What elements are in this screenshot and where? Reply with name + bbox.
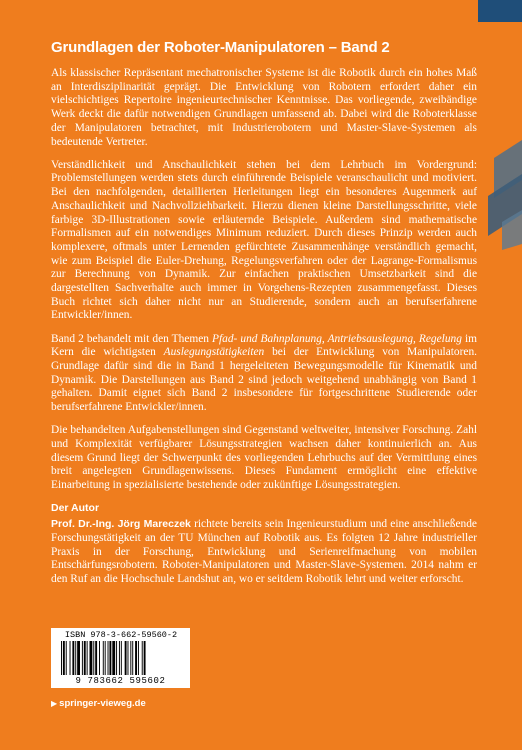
barcode-bar <box>61 641 62 675</box>
barcode-bar <box>99 641 100 675</box>
barcode-bar <box>77 641 80 675</box>
barcode-bar <box>132 641 133 675</box>
barcode-bar <box>63 641 65 675</box>
barcode-bar <box>112 641 115 675</box>
author-name: Prof. Dr.-Ing. Jörg Mareczek <box>51 518 191 531</box>
barcode-bar <box>135 641 137 675</box>
barcode-bar <box>116 641 117 675</box>
barcode-bar <box>130 641 131 675</box>
back-cover-text <box>51 67 477 596</box>
barcode-bar <box>144 641 146 675</box>
band2-text-1: Band 2 behandelt mit den Themen <box>51 332 213 345</box>
band2-text-3: bei der Entwicklung von Manipulatoren. Grundlage dafür sind die in Band 1 hergeleiteten Bewegungsmodelle für Kinematik und Dynamik. Die Darstellungen aus Band 2 sind jedoch weitgehend unabhängig von Band 1 gehalten. Damit eignet sich Band 2 insbesondere für fortgeschrittene Studierende oder berufserfahrene Entwickler/innen. <box>51 346 478 414</box>
band2-activities: Auslegungstätigkeiten <box>163 346 265 359</box>
barcode-bar <box>93 641 94 675</box>
barcode-digits: 9 783662 595602 <box>75 676 166 686</box>
arrow-icon: ▶ <box>51 699 58 708</box>
barcode-bar <box>103 641 104 675</box>
barcode-bars <box>59 641 183 675</box>
author-heading: Der Autor <box>51 502 100 515</box>
band2-topics: Pfad- und Bahnplanung, Antriebsauslegung, Regelung <box>212 332 462 345</box>
barcode-bar <box>90 641 93 675</box>
barcode-bar <box>121 641 122 675</box>
barcode-bar <box>105 641 106 675</box>
band2-text-2: im Kern die wichtigsten <box>51 332 478 359</box>
barcode-bar <box>138 641 139 675</box>
barcode-bar <box>142 641 143 675</box>
barcode-bar <box>125 641 127 675</box>
blue-tab <box>478 0 522 22</box>
book-title: Grundlagen der Roboter-Manipulatoren – Band 2 <box>51 39 390 56</box>
side-band <box>478 0 522 750</box>
barcode-bar <box>82 641 83 675</box>
barcode-bar <box>95 641 97 675</box>
barcode-bar <box>87 641 88 675</box>
barcode-box <box>51 628 190 688</box>
barcode-bar <box>108 641 109 675</box>
barcode-bar <box>128 641 129 675</box>
side-decoration <box>478 140 522 250</box>
isbn-label: ISBN 978-3-662-59560-2 <box>64 630 178 640</box>
paragraph-band2 <box>51 333 477 415</box>
barcode-bar <box>70 641 71 675</box>
barcode-bar <box>75 641 76 675</box>
paragraph-didactics: Verständlichkeit und Anschaulichkeit stehen bei dem Lehrbuch im Vordergrund: Problemstellungen werden stets durch einführende Beispiele veranschaulicht und motiviert. Bei den nachfolgenden, detaillierten Herleitungen liegt ein besonderes Augenmerk auf Anschaulichkeit und Nachvollziehbarkeit. Hierzu dienen kleine Darstellungsschritte, viele farbige 3D-Illustrationen sowie erläuternde Beispiele. Außerdem sind mathematische Formalismen auf ein notwendiges Minimum reduziert. Durch dieses Prinzip werden auch komplexere, oftmals unter Lernenden gefürchtete Zusammenhänge verständlich gemacht, wie zum Beispiel die Euler-Drehung, Regelungsverfahren oder der Lagrange-Formalismus zur Berechnung von Dynamik. Zur einfachen praktischen Umsetzbarkeit sind die dargestellten Sachverhalte auch immer in Vorgehens-Rezepten zusammengefasst. Dieses Buch richtet sich daher nicht nur an Studierende, sondern auch an berufserfahrene Entwickler/innen. <box>51 158 477 322</box>
publisher-url-text: springer-vieweg.de <box>59 698 146 709</box>
author-bio-text: richtete bereits sein Ingenieurstudium und eine anschließende Forschungstätigkeit an der TU München auf Robotik aus. Es folgten 12 Jahre industrieller Praxis in der Forschung, Entwicklung und Serienreifmachung von mobilen Entschärfungsrobotern. Roboter-Manipulatoren und Master-Slave-Systemen. 2014 nahm er den Ruf an die Hochschule Landshut an, wo er seitdem Robotik lehrt und weiter erforscht. <box>51 518 477 585</box>
barcode-bar <box>72 641 74 675</box>
publisher-url[interactable] <box>51 698 146 709</box>
barcode-bar <box>84 641 86 675</box>
paragraph-research: Die behandelten Aufgabenstellungen sind Gegenstand weltweiter, intensiver Forschung. Zahl und Komplexität verfügbarer Lösungsstrategien wachsen daher kontinuierlich an. Aus diesem Grund liegt der Schwerpunkt des vorliegenden Lehrbuchs auf der Vermittlung eines breit angelegten Grundlagenwissens. Dieses Fundament ermöglicht eine effektive Einarbeitung in spezialisierte bestehende oder zukünftige Lösungsstrategien. <box>51 424 477 492</box>
paragraph-intro: Als klassischer Repräsentant mechatronischer Systeme ist die Robotik durch ein hohes Maß an Interdisziplinarität geprägt. Die Entwicklung von Robotern erfordert daher ein vielschichtiges Repertoire ingenieurtechnischer Kenntnisse. Das vorliegende, zweibändige Werk deckt die dafür notwendigen Grundlagen umfassend ab. Dabei wird die Roboterklasse der Manipulatoren betrachtet, mit Industrierobotern und Master-Slave-Systemen als bedeutende Vertreter. <box>51 67 477 148</box>
barcode-bar <box>119 641 120 675</box>
barcode-bar <box>66 641 67 675</box>
author-bio <box>51 518 477 587</box>
barcode-bar <box>109 641 111 675</box>
